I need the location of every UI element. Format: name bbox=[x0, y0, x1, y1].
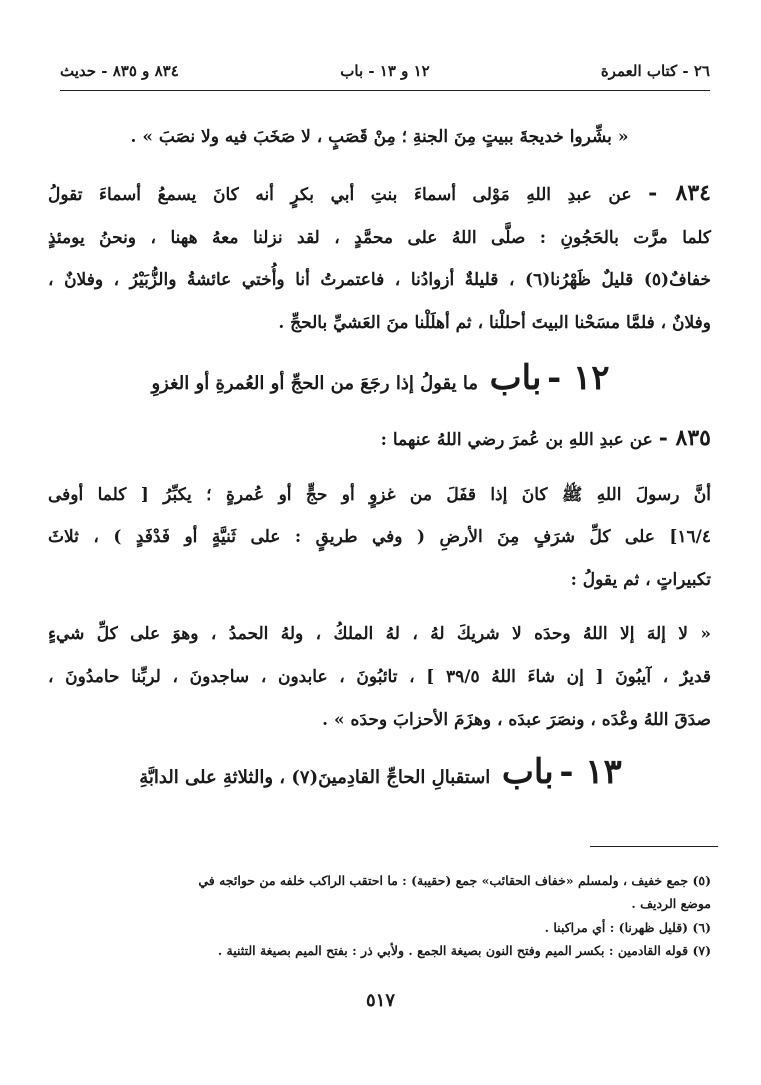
text-line: خفافٌ(٥) قليلٌ ظَهْرُنا(٦) ، قليلةٌ أزوادُنا ، فاعتمرتُ أنا وأُختي عائشةُ والزُّبَيْرُ ، وفلانٌ ، bbox=[48, 270, 712, 290]
text-line: وفلانٌ ، فلمَّا مسَحْنا البيتَ أحللْنا ، ثم أهلَلْنا منَ العَشيِّ بالحجِّ . bbox=[278, 313, 711, 333]
text-line: تكبيراتٍ ، ثم يقولُ : bbox=[570, 570, 711, 590]
chapter-12-title bbox=[0, 358, 761, 398]
chapter-number: ١٢ - bbox=[547, 358, 610, 398]
text-line: قديرٌ ، آيبُونَ [ إن شاءَ اللهُ ٣٩/٥ ] ، تائبُونَ ، عابدون ، ساجدونَ ، لربِّنا حامدُونَ ، bbox=[48, 667, 712, 687]
chapter-text: ما يقولُ إذا رجَعَ من الحجِّ أو العُمرةِ أو الغزوِ bbox=[151, 373, 479, 394]
text-line: أنَّ رسولَ اللهِ ﷺ كانَ إذا قفَلَ من غزوٍ أو حجٍّ أو عُمرةٍ ؛ يكبِّرُ [ كلما أوفى bbox=[48, 485, 711, 505]
header-hadith-range: ٨٣٤ و ٨٣٥ - حديث bbox=[60, 62, 179, 80]
text-line: كلما مرَّت بالحَجُونِ : صلَّى اللهُ على محمَّدٍ ، لقد نزلنا معهُ ههنا ، ونحنُ يومئذٍ bbox=[48, 228, 711, 248]
footnote-5: (٥) جمع خفيف ، ولمسلم «خفاف الحقائب» جمع (حقيبة) : ما احتقب الراكب خلفه من حوائجه في bbox=[198, 873, 711, 888]
chapter-13-title bbox=[0, 752, 761, 792]
header-book-title: ٢٦ - كتاب العمرة bbox=[600, 62, 710, 80]
chapter-number: ١٣ - bbox=[559, 752, 622, 792]
hadith-835-line bbox=[48, 425, 711, 451]
footnote-7: (٧) قوله القادمين : بكسر الميم وفتح النون بصيغة الجمع . ولأبي ذر : بفتح الميم بصيغة التثنية . bbox=[217, 943, 711, 958]
header-divider bbox=[60, 90, 710, 91]
page-number: ٥١٧ bbox=[365, 990, 395, 1011]
hadith-number: ٨٣٥ - bbox=[658, 425, 711, 451]
text-line: صدَقَ اللهُ وعْدَه ، ونصَرَ عبدَه ، وهزَمَ الأحزابَ وحدَه » . bbox=[322, 710, 711, 730]
hadith-number: ٨٣٤ - bbox=[648, 180, 711, 206]
chapter-word: باب bbox=[501, 752, 554, 792]
footnote-6: (٦) (قليل ظهرنا) : أي مراكبنا . bbox=[544, 920, 711, 935]
text-line: ١٦/٤] على كلِّ شرَفٍ مِنَ الأرضِ ( وفي طريقٍ : على ثَنيَّةٍ أو فَدْفَدٍ ) ، ثلاثَ bbox=[48, 527, 711, 547]
hadith-834-line bbox=[48, 180, 711, 206]
header-chapter: ١٢ و ١٣ - باب bbox=[340, 62, 430, 80]
text-line: « لا إلهَ إلا اللهُ وحدَه لا شريكَ لهُ ، لهُ الملكُ ، ولهُ الحمدُ ، وهوَ على كلِّ شيءٍ bbox=[48, 624, 711, 644]
chapter-word: باب bbox=[489, 358, 542, 398]
chapter-text: استقبالِ الحاجِّ القادِمينَ(٧) ، والثلاثةِ على الدابَّةِ bbox=[139, 767, 491, 788]
text-line: « بشِّروا خديجةَ ببيتٍ مِنَ الجنةِ ؛ مِنْ قَصَبٍ ، لا صَخَبَ فيه ولا نصَبَ » . bbox=[130, 127, 629, 147]
footnote-divider bbox=[590, 846, 718, 847]
hadith-text: عن عبدِ اللهِ مَوْلى أسماءَ بنتِ أبي بكرٍ أنه كانَ يسمعُ أسماءَ تقولُ bbox=[48, 185, 632, 205]
running-header bbox=[60, 56, 710, 92]
hadith-text: عن عبدِ اللهِ بن عُمرَ رضي اللهُ عنهما : bbox=[380, 430, 653, 450]
footnote-5-cont: موضع الرديف . bbox=[631, 896, 711, 911]
